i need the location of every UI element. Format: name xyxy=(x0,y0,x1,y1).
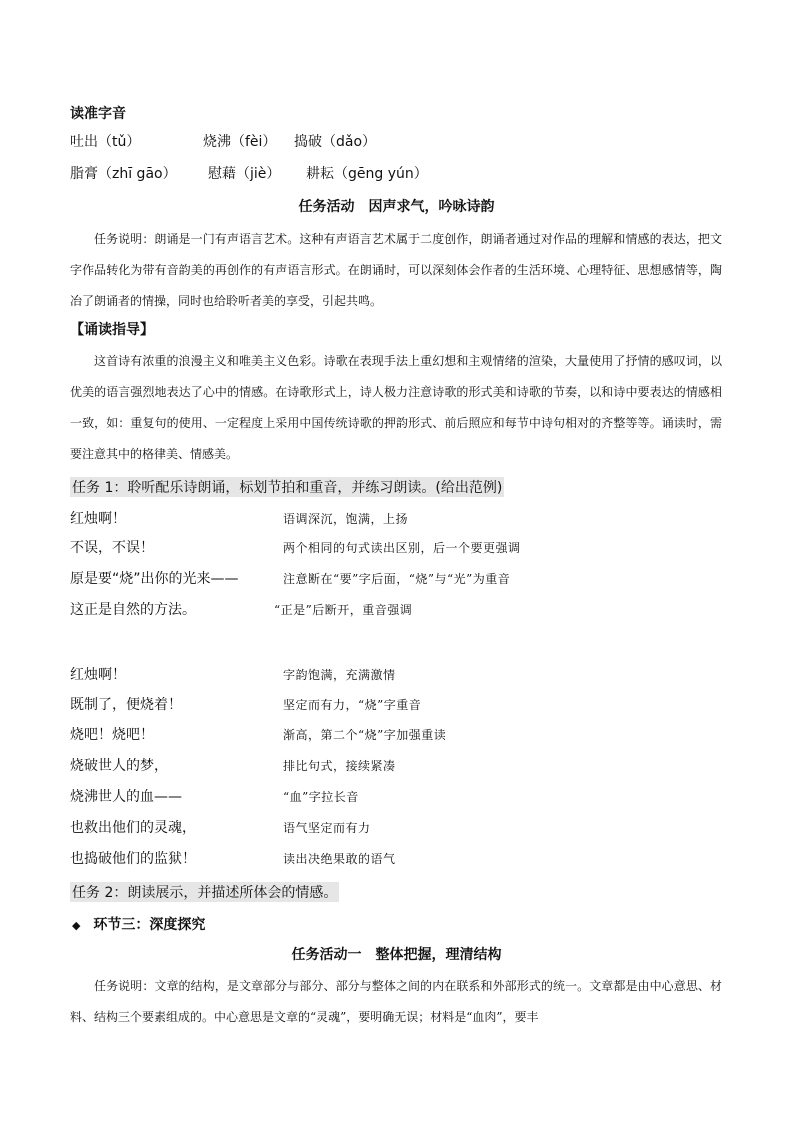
reading-note: 两个相同的句式读出区别，后一个要更强调 xyxy=(283,541,521,555)
pron-word: 慰藉（jiè） xyxy=(208,166,281,182)
pron-word: 脂膏（zhī gāo） xyxy=(70,166,177,182)
pron-word: 捣破（dǎo） xyxy=(294,134,377,150)
pron-word: 耕耘（gēng yún） xyxy=(306,166,428,182)
reading-note: 排比句式，接续紧凑 xyxy=(283,759,396,773)
reading-note: 渐高，第二个“烧”字加强重读 xyxy=(283,728,447,742)
poem-line: 烧吧！烧吧！ xyxy=(70,727,154,743)
activity1-desc: 任务说明：文章的结构，是文章部分与部分、部分与整体之间的内在联系和外部形式的统一。文章都是由中心意思、材料、结构三个要素组成的。中心意思是文章的“灵魂”，要明确无误；材料是“血肉”，要丰 xyxy=(70,979,722,1024)
reading-note: 语气坚定而有力 xyxy=(283,821,371,835)
pron-word: 烧沸（fèi） xyxy=(203,134,277,150)
poem-line: 原是要“烧”出你的光来—— xyxy=(70,571,239,587)
task1-label: 任务 1：聆听配乐诗朗诵，标划节拍和重音，并练习朗读。(给出范例) xyxy=(70,477,504,497)
poem-line: 烧沸世人的血—— xyxy=(70,789,182,805)
task-activity-desc: 任务说明：朗诵是一门有声语言艺术。这种有声语言艺术属于二度创作，朗诵者通过对作品的理解和情感的表达，把文字作品转化为带有音韵美的再创作的有声语言形式。在朗诵时，可以深刻体会作者的生活环境、心理特征、思想感情等，陶冶了朗诵者的情操，同时也给聆听者美的享受，引起共鸣。 xyxy=(70,232,722,308)
reading-note: 坚定而有力，“烧”字重音 xyxy=(283,698,422,712)
task2-label: 任务 2：朗读展示，并描述所体会的情感。 xyxy=(70,882,339,902)
pron-word: 吐出（tǔ） xyxy=(70,134,141,150)
reading-note: 语调深沉，饱满，上扬 xyxy=(283,512,409,526)
task-activity-title: 任务活动 因声求气，吟咏诗韵 xyxy=(298,199,495,215)
poem-line: 也捣破他们的监狱！ xyxy=(70,851,196,867)
section3-heading xyxy=(72,914,205,934)
reading-note: 注意断在“要”字后面，“烧”与“光”为重音 xyxy=(283,572,511,586)
poem-line: 烧破世人的梦， xyxy=(70,758,168,774)
reading-note: “血”字拉长音 xyxy=(283,790,359,804)
poem-line: 也救出他们的灵魂， xyxy=(70,820,196,836)
poem-line: 既制了，便烧着！ xyxy=(70,697,182,713)
reading-note: “正是”后断开，重音强调 xyxy=(274,603,413,617)
pronunciation-heading: 读准字音 xyxy=(70,106,126,122)
reading-note: 字韵饱满，充满激情 xyxy=(283,668,396,682)
poem-line: 这正是自然的方法。 xyxy=(70,602,196,618)
poem-line: 不误，不误！ xyxy=(70,540,154,556)
poem-line: 红烛啊！ xyxy=(70,667,126,683)
reading-note: 读出决绝果敢的语气 xyxy=(283,852,396,866)
poem-line: 红烛啊！ xyxy=(70,511,126,527)
diamond-bullet-icon: ◆ xyxy=(72,919,81,932)
activity1-title: 任务活动一 整体把握，理清结构 xyxy=(291,947,502,963)
section3-title: 环节三：深度探究 xyxy=(93,917,206,933)
guide-heading: 【诵读指导】 xyxy=(70,322,154,338)
guide-text: 这首诗有浓重的浪漫主义和唯美主义色彩。诗歌在表现手法上重幻想和主观情绪的渲染，大量使用了抒情的感叹词，以优美的语言强烈地表达了心中的情感。在诗歌形式上，诗人极力注意诗歌的形式美和诗歌的节奏，以和诗中要表达的情感相一致，如：重复句的使用、一定程度上采用中国传统诗歌的押韵形式、前后照应和每节中诗句相对的齐整等等。诵读时，需要注意其中的格律美、情感美。 xyxy=(70,354,722,461)
